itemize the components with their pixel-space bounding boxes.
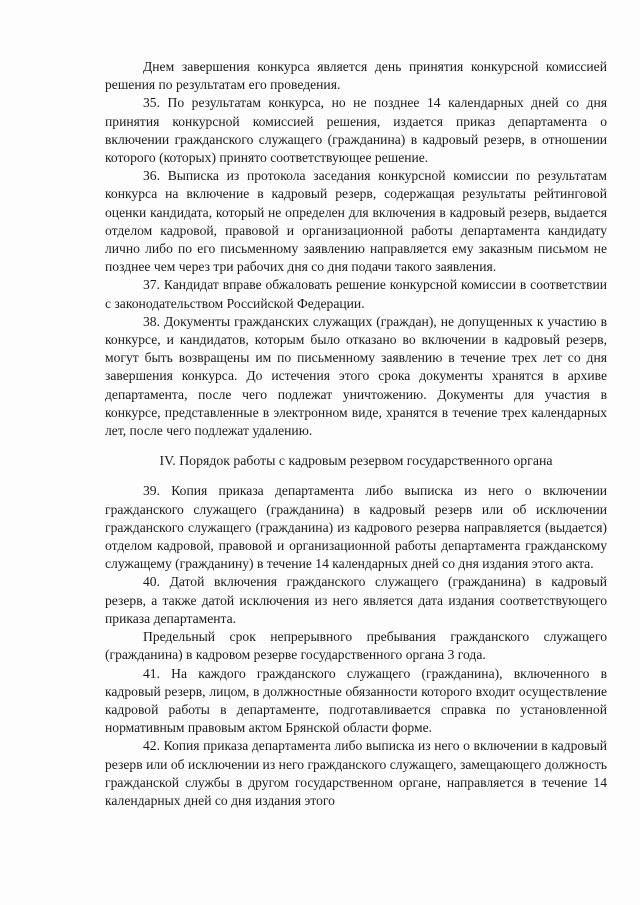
paragraph-41: 41. На каждого гражданского служащего (гражданина), включенного в кадровый резерв, лицом, в должностные обязанности которого входит осуществление кадровой работы в департаменте, подготавливается справка по установленной нормативным правовым актом Брянской области форме. <box>105 665 607 736</box>
paragraph-39: 39. Копия приказа департамента либо выписка из него о включении гражданского служащего (гражданина) в кадровый резерв или об исключении гражданского служащего (гражданина) из кадрового резерва направляется (выдается) отделом кадровой, правовой и организационной работы департамента гражданскому служащему (гражданину) в течение 14 календарных дней со дня издания этого акта. <box>105 483 607 572</box>
paragraph-37: 37. Кандидат вправе обжаловать решение конкурсной комиссии в соответствии с законодательством Российской Федерации. <box>105 277 607 311</box>
paragraph-42: 42. Копия приказа департамента либо выписка из него о включении в кадровый резерв или об исключении из него гражданского служащего, замещающего должность гражданской службы в другом государственном органе, направляется в течение 14 календарных дней со дня издания этого <box>105 738 607 808</box>
paragraph-40-term: Предельный срок непрерывного пребывания гражданского служащего (гражданина) в кадровом резерве государственного органа 3 года. <box>105 629 607 663</box>
section-heading: IV. Порядок работы с кадровым резервом государственного органа <box>159 453 553 469</box>
paragraph-40: 40. Датой включения гражданского служащего (гражданина) в кадровый резерв, а также датой исключения из него является дата издания соответствующего приказа департамента. <box>105 574 607 626</box>
paragraph-38: 38. Документы гражданских служащих (граждан), не допущенных к участию в конкурсе, и кандидатов, которым было отказано во включении в кадровый резерв, могут быть возвращены им по письменному заявлению в течение трех лет со дня завершения конкурса. До истечения этого срока документы хранятся в архиве департамента, после чего подлежат уничтожению. Документы для участия в конкурсе, представленные в электронном виде, хранятся в течение трех календарных лет, после чего подлежат удалению. <box>105 313 607 439</box>
paragraph-34-end: Днем завершения конкурса является день принятия конкурсной комиссией решения по результатам его проведения. <box>105 59 607 93</box>
paragraph-36: 36. Выписка из протокола заседания конкурсной комиссии по результатам конкурса на включение в кадровый резерв, содержащая результаты рейтинговой оценки кандидата, который не определен для включения в кадровый резерв, выдается отделом кадровой, правовой и организационной работы департамента кандидату лично либо по его письменному заявлению направляется ему заказным письмом не позднее чем через три рабочих дня со дня подачи такого заявления. <box>105 168 607 275</box>
paragraph-35: 35. По результатам конкурса, но не позднее 14 календарных дней со дня принятия конкурсной комиссией решения, издается приказ департамента о включении гражданского служащего (гражданина) в кадровый резерв, в отношении которого (которых) принято соответствующее решение. <box>105 95 607 166</box>
document-body <box>105 58 607 810</box>
